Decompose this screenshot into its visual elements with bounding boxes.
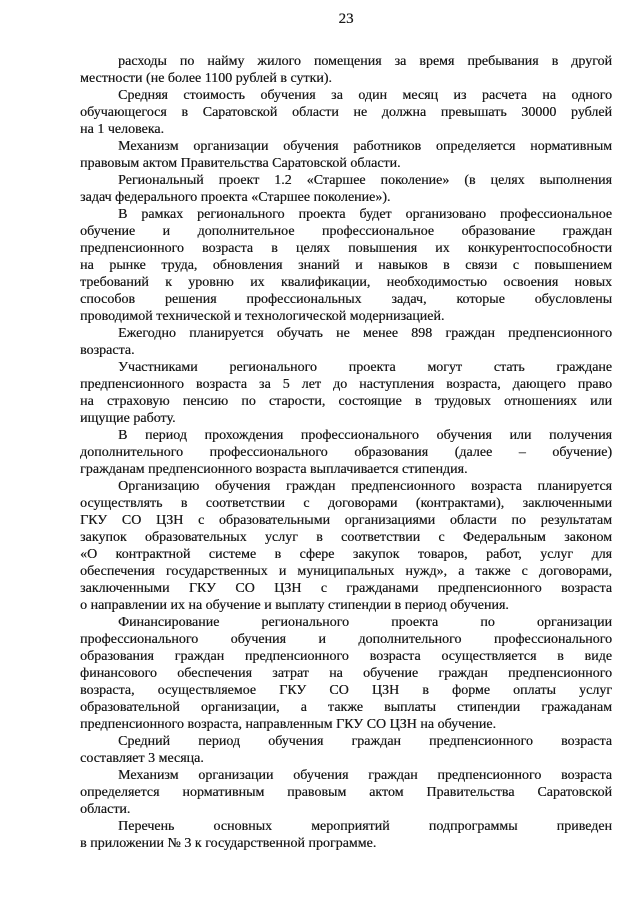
paragraph <box>80 206 612 325</box>
paragraph <box>80 359 612 427</box>
text-line: ГКУ СО ЦЗН с образовательными организациями области по результатам <box>80 513 612 528</box>
text-line: профессионального обучения и дополнительного профессионального <box>80 632 612 647</box>
text-line: заключенными ГКУ СО ЦЗН с гражданами предпенсионного возраста <box>80 581 612 596</box>
text-line: гражданам предпенсионного возраста выплачивается стипендия. <box>80 462 468 477</box>
text-line: ищущие работу. <box>80 411 176 426</box>
text-line: Участниками регионального проекта могут стать граждане <box>118 360 612 375</box>
text-line: закупок образовательных услуг в соответствии с Федеральным законом <box>80 530 612 545</box>
text-line: Перечень основных мероприятий подпрограммы приведен <box>118 819 612 834</box>
text-line: Механизм организации обучения работников определяется нормативным <box>118 139 612 154</box>
text-line: образовательной организации, а также выплаты стипендии гражаданам <box>80 700 612 715</box>
paragraph <box>80 172 612 206</box>
text-line: осуществлять в соответствии с договорами (контрактами), заключенными <box>80 496 612 511</box>
text-line: Средний период обучения граждан предпенсионного возраста <box>118 734 612 749</box>
paragraph <box>80 427 612 478</box>
paragraph <box>80 733 612 767</box>
text-line: обучающегося в Саратовской области не должна превышать 30000 рублей <box>80 105 612 120</box>
paragraph <box>80 87 612 138</box>
text-line: предпенсионного возраста в целях повышения их конкурентоспособности <box>80 241 612 256</box>
paragraph <box>80 138 612 172</box>
text-line: предпенсионного возраста, направленным ГКУ СО ЦЗН на обучение. <box>80 717 497 732</box>
text-line: финансового обеспечения затрат на обучение граждан предпенсионного <box>80 666 612 681</box>
text-line: Организацию обучения граждан предпенсионного возраста планируется <box>118 479 612 494</box>
text-line: обучение и дополнительное профессиональное образование граждан <box>80 224 612 239</box>
text-line: Финансирование регионального проекта по организации <box>118 615 612 630</box>
text-line: требований к уровню их квалификации, необходимостью освоения новых <box>80 275 612 290</box>
text-line: проводимой технической и технологической модернизацией. <box>80 309 445 324</box>
text-line: области. <box>80 802 131 817</box>
text-line: В рамках регионального проекта будет организовано профессиональное <box>118 207 612 222</box>
text-line: обеспечения государственных и муниципальных нужд», а также с договорами, <box>80 564 612 579</box>
text-line: Ежегодно планируется обучать не менее 898 граждан предпенсионного <box>118 326 612 341</box>
text-line: местности (не более 1100 рублей в сутки). <box>80 71 332 86</box>
page-number: 23 <box>338 11 354 27</box>
text-line: возраста, осуществляемое ГКУ СО ЦЗН в форме оплаты услуг <box>80 683 612 698</box>
text-line: образования граждан предпенсионного возраста осуществляется в виде <box>80 649 612 664</box>
paragraph <box>80 478 612 614</box>
paragraph <box>80 325 612 359</box>
text-line: Механизм организации обучения граждан предпенсионного возраста <box>118 768 612 783</box>
text-line: на рынке труда, обновления знаний и навыков в связи с повышением <box>80 258 612 273</box>
text-line: Средняя стоимость обучения за один месяц из расчета на одного <box>118 88 612 103</box>
text-line: возраста. <box>80 343 135 358</box>
paragraph <box>80 767 612 818</box>
paragraph <box>80 818 612 852</box>
text-line: на 1 человека. <box>80 122 164 137</box>
text-line: дополнительного профессионального образования (далее – обучение) <box>80 445 612 460</box>
document-body <box>80 53 612 852</box>
text-line: составляет 3 месяца. <box>80 751 204 766</box>
text-line: расходы по найму жилого помещения за время пребывания в другой <box>118 54 612 69</box>
text-line: задач федерального проекта «Старшее поколение»). <box>80 190 391 205</box>
text-line: «О контрактной системе в сфере закупок товаров, работ, услуг для <box>80 547 612 562</box>
text-line: в приложении № 3 к государственной программе. <box>80 836 377 851</box>
paragraph <box>80 614 612 733</box>
text-line: на страховую пенсию по старости, состоящие в трудовых отношениях или <box>80 394 612 409</box>
text-line: определяется нормативным правовым актом Правительства Саратовской <box>80 785 612 800</box>
text-line: правовым актом Правительства Саратовской области. <box>80 156 401 171</box>
text-line: В период прохождения профессионального обучения или получения <box>118 428 612 443</box>
text-line: о направлении их на обучение и выплату стипендии в период обучения. <box>80 598 509 613</box>
text-line: предпенсионного возраста за 5 лет до наступления возраста, дающего право <box>80 377 612 392</box>
text-line: способов решения профессиональных задач, которые обусловлены <box>80 292 612 307</box>
paragraph <box>80 53 612 87</box>
text-line: Региональный проект 1.2 «Старшее поколение» (в целях выполнения <box>118 173 612 188</box>
